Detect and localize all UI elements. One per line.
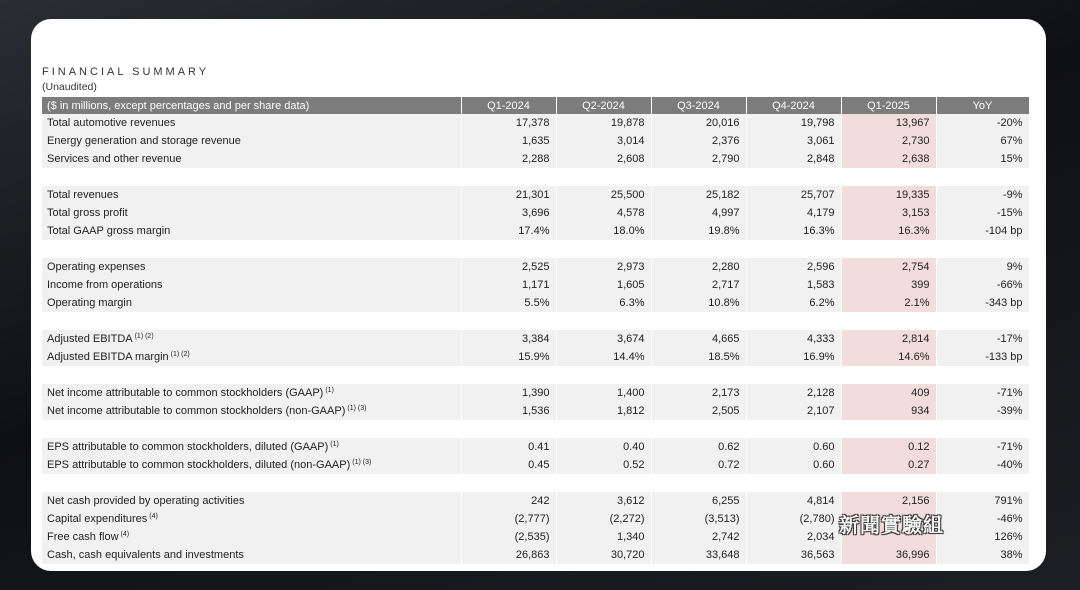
value-cell: 26,863 xyxy=(461,546,556,564)
row-label xyxy=(42,132,461,150)
spacer-cell xyxy=(936,168,1029,186)
value-cell: 16.9% xyxy=(746,348,841,366)
column-header: Q2-2024 xyxy=(556,97,651,114)
table-row xyxy=(42,330,1029,348)
table-spacer-row xyxy=(42,420,1029,438)
spacer-cell xyxy=(556,312,651,330)
column-header: ($ in millions, except percentages and per share data) xyxy=(42,97,461,114)
value-cell: 0.27 xyxy=(841,456,936,474)
column-header: Q3-2024 xyxy=(651,97,746,114)
value-cell: 33,648 xyxy=(651,546,746,564)
row-label-text: Adjusted EBITDA margin xyxy=(47,351,169,363)
value-cell: 36,563 xyxy=(746,546,841,564)
row-label-text: Operating expenses xyxy=(47,261,146,273)
value-cell: 25,707 xyxy=(746,186,841,204)
yoy-cell: 38% xyxy=(936,546,1029,564)
yoy-cell: -66% xyxy=(936,276,1029,294)
value-cell: 4,578 xyxy=(556,204,651,222)
value-cell: 5.5% xyxy=(461,294,556,312)
value-cell: 2,280 xyxy=(651,258,746,276)
spacer-cell xyxy=(746,366,841,384)
value-cell: 17.4% xyxy=(461,222,556,240)
spacer-cell xyxy=(42,312,461,330)
value-cell: 2,730 xyxy=(841,132,936,150)
row-label xyxy=(42,186,461,204)
column-header: YoY xyxy=(936,97,1029,114)
value-cell: 0.52 xyxy=(556,456,651,474)
value-cell: 19,335 xyxy=(841,186,936,204)
spacer-cell xyxy=(841,366,936,384)
column-header: Q4-2024 xyxy=(746,97,841,114)
value-cell: 2,156 xyxy=(841,492,936,510)
table-body xyxy=(42,114,1029,564)
value-cell: 1,171 xyxy=(461,276,556,294)
value-cell: 25,182 xyxy=(651,186,746,204)
footnote-marker: (1) (3) xyxy=(352,459,372,466)
spacer-cell xyxy=(556,240,651,258)
yoy-cell: -17% xyxy=(936,330,1029,348)
row-label xyxy=(42,510,461,528)
yoy-cell: -15% xyxy=(936,204,1029,222)
value-cell: 3,612 xyxy=(556,492,651,510)
spacer-cell xyxy=(936,474,1029,492)
page-title: FINANCIAL SUMMARY xyxy=(42,66,210,78)
table-row xyxy=(42,348,1029,366)
row-label xyxy=(42,150,461,168)
spacer-cell xyxy=(746,312,841,330)
value-cell: 4,333 xyxy=(746,330,841,348)
row-label-text: Net income attributable to common stockholders (GAAP) xyxy=(47,387,324,399)
table-row xyxy=(42,204,1029,222)
footnote-marker: (4) xyxy=(149,513,158,520)
spacer-cell xyxy=(42,366,461,384)
yoy-cell: -343 bp xyxy=(936,294,1029,312)
yoy-cell: 67% xyxy=(936,132,1029,150)
spacer-cell xyxy=(746,474,841,492)
value-cell: (3,513) xyxy=(651,510,746,528)
yoy-cell: 15% xyxy=(936,150,1029,168)
value-cell: 2,790 xyxy=(651,150,746,168)
spacer-cell xyxy=(651,240,746,258)
yoy-cell: -39% xyxy=(936,402,1029,420)
value-cell: 1,812 xyxy=(556,402,651,420)
value-cell: 0.60 xyxy=(746,456,841,474)
value-cell: 1,536 xyxy=(461,402,556,420)
spacer-cell xyxy=(461,312,556,330)
value-cell: (2,780) xyxy=(746,510,841,528)
value-cell: 0.41 xyxy=(461,438,556,456)
column-header: Q1-2025 xyxy=(841,97,936,114)
spacer-cell xyxy=(42,420,461,438)
spacer-cell xyxy=(651,168,746,186)
value-cell: 0.45 xyxy=(461,456,556,474)
table-row xyxy=(42,150,1029,168)
table-spacer-row xyxy=(42,312,1029,330)
value-cell: 0.62 xyxy=(651,438,746,456)
value-cell: 2,742 xyxy=(651,528,746,546)
value-cell: 4,179 xyxy=(746,204,841,222)
value-cell: 6,255 xyxy=(651,492,746,510)
row-label xyxy=(42,492,461,510)
value-cell: 15.9% xyxy=(461,348,556,366)
footnote-marker: (1) (2) xyxy=(134,333,154,340)
table-row xyxy=(42,132,1029,150)
spacer-cell xyxy=(841,420,936,438)
value-cell: (2,272) xyxy=(556,510,651,528)
row-label-text: Adjusted EBITDA xyxy=(47,333,133,345)
spacer-cell xyxy=(556,366,651,384)
column-header: Q1-2024 xyxy=(461,97,556,114)
yoy-cell: -104 bp xyxy=(936,222,1029,240)
footnote-marker: (1) (2) xyxy=(170,351,190,358)
value-cell: 2,973 xyxy=(556,258,651,276)
value-cell: 3,061 xyxy=(746,132,841,150)
value-cell: 18.5% xyxy=(651,348,746,366)
table-row xyxy=(42,294,1029,312)
spacer-cell xyxy=(746,168,841,186)
value-cell: 14.4% xyxy=(556,348,651,366)
spacer-cell xyxy=(461,240,556,258)
value-cell: 10.8% xyxy=(651,294,746,312)
value-cell: 16.3% xyxy=(841,222,936,240)
value-cell: 1,583 xyxy=(746,276,841,294)
value-cell: 3,014 xyxy=(556,132,651,150)
yoy-cell: -71% xyxy=(936,438,1029,456)
value-cell: 19,798 xyxy=(746,114,841,132)
value-cell: 2,608 xyxy=(556,150,651,168)
table-row xyxy=(42,384,1029,402)
value-cell: 17,378 xyxy=(461,114,556,132)
spacer-cell xyxy=(651,474,746,492)
value-cell: 4,814 xyxy=(746,492,841,510)
spacer-cell xyxy=(651,366,746,384)
table-spacer-row xyxy=(42,168,1029,186)
value-cell: 242 xyxy=(461,492,556,510)
table-spacer-row xyxy=(42,240,1029,258)
spacer-cell xyxy=(556,474,651,492)
financial-summary-card xyxy=(31,19,1046,571)
spacer-cell xyxy=(461,474,556,492)
footnote-marker: (1) xyxy=(330,441,339,448)
spacer-cell xyxy=(42,240,461,258)
table-row xyxy=(42,276,1029,294)
row-label xyxy=(42,294,461,312)
spacer-cell xyxy=(42,168,461,186)
value-cell: 2,505 xyxy=(651,402,746,420)
footnote-marker: (4) xyxy=(120,531,130,538)
financial-summary-table xyxy=(42,97,1030,564)
row-label-text: Total revenues xyxy=(47,189,119,201)
footnote-marker: (1) (3) xyxy=(347,405,367,412)
value-cell: 2,034 xyxy=(746,528,841,546)
row-label xyxy=(42,222,461,240)
row-label xyxy=(42,204,461,222)
value-cell: 36,996 xyxy=(841,546,936,564)
row-label-text: Cash, cash equivalents and investments xyxy=(47,549,244,561)
table-row xyxy=(42,114,1029,132)
spacer-cell xyxy=(42,474,461,492)
table-header-row xyxy=(42,97,1029,114)
spacer-cell xyxy=(461,366,556,384)
value-cell: 2,638 xyxy=(841,150,936,168)
spacer-cell xyxy=(936,240,1029,258)
row-label-text: Total gross profit xyxy=(47,207,128,219)
value-cell: 0.12 xyxy=(841,438,936,456)
spacer-cell xyxy=(651,312,746,330)
row-label xyxy=(42,258,461,276)
value-cell: 20,016 xyxy=(651,114,746,132)
value-cell: 2.1% xyxy=(841,294,936,312)
row-label xyxy=(42,456,461,474)
row-label xyxy=(42,402,461,420)
yoy-cell: 9% xyxy=(936,258,1029,276)
table-row xyxy=(42,186,1029,204)
value-cell: 0.60 xyxy=(746,438,841,456)
value-cell: 2,754 xyxy=(841,258,936,276)
page-subtitle: (Unaudited) xyxy=(42,81,97,93)
row-label-text: Capital expenditures xyxy=(47,513,148,525)
value-cell: 1,605 xyxy=(556,276,651,294)
spacer-cell xyxy=(651,420,746,438)
row-label-text: Free cash flow xyxy=(47,531,119,543)
yoy-cell: -40% xyxy=(936,456,1029,474)
value-cell: 2,376 xyxy=(651,132,746,150)
table-spacer-row xyxy=(42,474,1029,492)
spacer-cell xyxy=(746,240,841,258)
row-label xyxy=(42,546,461,564)
value-cell: 21,301 xyxy=(461,186,556,204)
yoy-cell: -46% xyxy=(936,510,1029,528)
spacer-cell xyxy=(841,474,936,492)
row-label xyxy=(42,276,461,294)
row-label xyxy=(42,438,461,456)
value-cell: 2,128 xyxy=(746,384,841,402)
value-cell: 1,400 xyxy=(556,384,651,402)
value-cell: 3,153 xyxy=(841,204,936,222)
row-label-text: Net income attributable to common stockholders (non-GAAP) xyxy=(47,405,346,417)
value-cell: 2,848 xyxy=(746,150,841,168)
row-label-text: Total automotive revenues xyxy=(47,117,176,129)
value-cell: 4,997 xyxy=(651,204,746,222)
row-label xyxy=(42,384,461,402)
yoy-cell: 126% xyxy=(936,528,1029,546)
yoy-cell: -20% xyxy=(936,114,1029,132)
value-cell: (2,777) xyxy=(461,510,556,528)
value-cell: 14.6% xyxy=(841,348,936,366)
row-label-text: Operating margin xyxy=(47,297,132,309)
spacer-cell xyxy=(556,420,651,438)
row-label-text: Services and other revenue xyxy=(47,153,182,165)
value-cell: 25,500 xyxy=(556,186,651,204)
row-label xyxy=(42,528,461,546)
value-cell: 2,814 xyxy=(841,330,936,348)
value-cell: 2,173 xyxy=(651,384,746,402)
value-cell: 2,288 xyxy=(461,150,556,168)
value-cell: 2,107 xyxy=(746,402,841,420)
table-row xyxy=(42,492,1029,510)
value-cell: 0.72 xyxy=(651,456,746,474)
row-label-text: EPS attributable to common stockholders, diluted (non-GAAP) xyxy=(47,459,351,471)
watermark: 新聞實驗組 xyxy=(839,513,944,537)
spacer-cell xyxy=(556,168,651,186)
row-label-text: Total GAAP gross margin xyxy=(47,225,171,237)
row-label xyxy=(42,348,461,366)
spacer-cell xyxy=(936,420,1029,438)
value-cell: 18.0% xyxy=(556,222,651,240)
value-cell: 6.3% xyxy=(556,294,651,312)
value-cell: 13,967 xyxy=(841,114,936,132)
footnote-marker: (1) xyxy=(325,387,334,394)
value-cell: 1,390 xyxy=(461,384,556,402)
spacer-cell xyxy=(461,168,556,186)
value-cell: 4,665 xyxy=(651,330,746,348)
value-cell: (2,535) xyxy=(461,528,556,546)
table-row xyxy=(42,546,1029,564)
spacer-cell xyxy=(936,366,1029,384)
row-label-text: Income from operations xyxy=(47,279,163,291)
spacer-cell xyxy=(936,312,1029,330)
value-cell: 399 xyxy=(841,276,936,294)
spacer-cell xyxy=(461,420,556,438)
value-cell: 1,635 xyxy=(461,132,556,150)
value-cell: 409 xyxy=(841,384,936,402)
value-cell: 2,596 xyxy=(746,258,841,276)
value-cell: 2,525 xyxy=(461,258,556,276)
row-label xyxy=(42,330,461,348)
yoy-cell: -9% xyxy=(936,186,1029,204)
table-row xyxy=(42,456,1029,474)
table-row xyxy=(42,222,1029,240)
value-cell: 2,717 xyxy=(651,276,746,294)
yoy-cell: 791% xyxy=(936,492,1029,510)
spacer-cell xyxy=(841,168,936,186)
value-cell: 19.8% xyxy=(651,222,746,240)
table-row xyxy=(42,402,1029,420)
table-spacer-row xyxy=(42,366,1029,384)
spacer-cell xyxy=(841,312,936,330)
table-row xyxy=(42,258,1029,276)
value-cell: 16.3% xyxy=(746,222,841,240)
table-row xyxy=(42,438,1029,456)
spacer-cell xyxy=(746,420,841,438)
value-cell: 3,384 xyxy=(461,330,556,348)
yoy-cell: -71% xyxy=(936,384,1029,402)
value-cell: 30,720 xyxy=(556,546,651,564)
yoy-cell: -133 bp xyxy=(936,348,1029,366)
value-cell: 1,340 xyxy=(556,528,651,546)
value-cell: 3,674 xyxy=(556,330,651,348)
value-cell: 19,878 xyxy=(556,114,651,132)
value-cell: 3,696 xyxy=(461,204,556,222)
value-cell: 0.40 xyxy=(556,438,651,456)
row-label-text: Energy generation and storage revenue xyxy=(47,135,241,147)
value-cell: 6.2% xyxy=(746,294,841,312)
spacer-cell xyxy=(841,240,936,258)
row-label xyxy=(42,114,461,132)
row-label-text: EPS attributable to common stockholders, diluted (GAAP) xyxy=(47,441,329,453)
value-cell: 934 xyxy=(841,402,936,420)
row-label-text: Net cash provided by operating activities xyxy=(47,495,245,507)
